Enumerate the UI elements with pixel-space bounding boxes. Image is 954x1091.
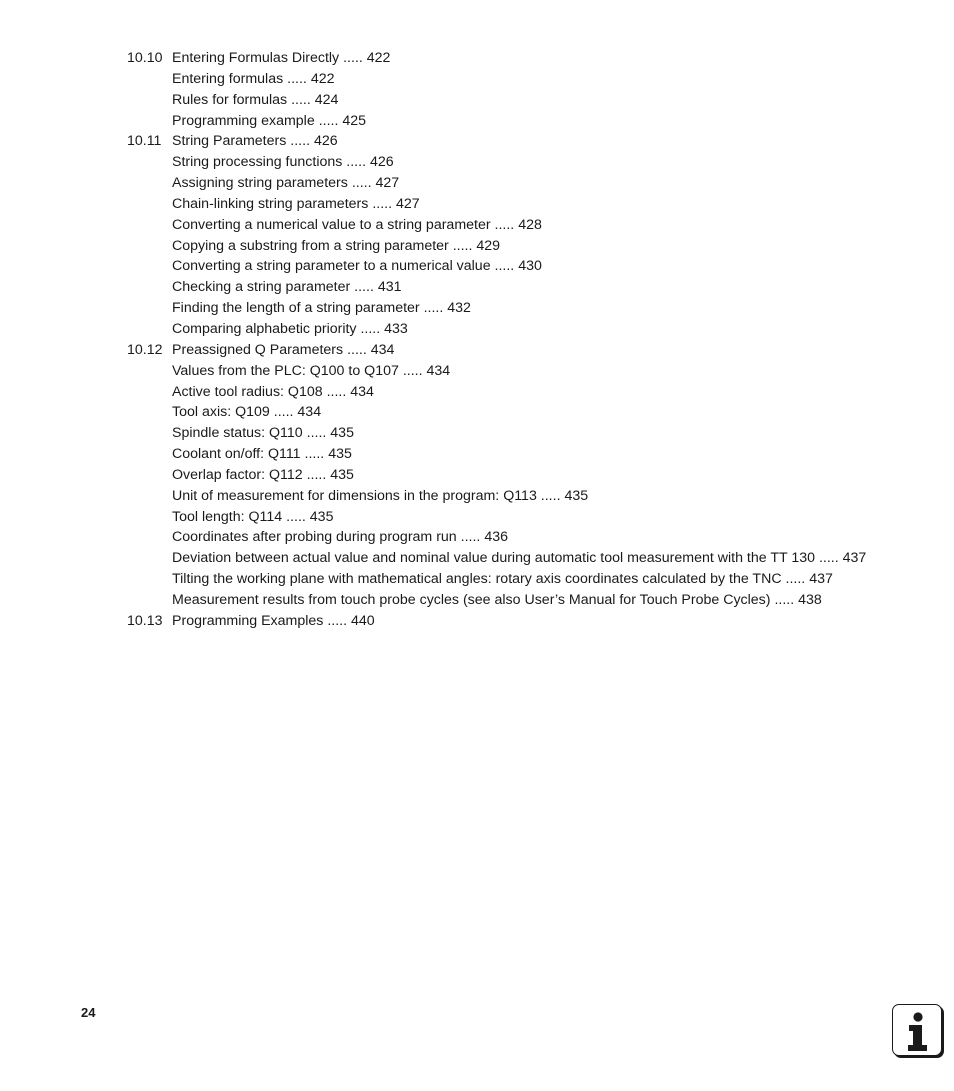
toc-leader-dots: ..... — [494, 258, 515, 275]
toc-subsection-entry — [127, 215, 927, 236]
toc-leader-dots: ..... — [286, 508, 306, 525]
toc-leader-dots: ..... — [372, 195, 393, 212]
toc-leader-dots: ..... — [354, 279, 374, 296]
toc-leader-dots: ..... — [460, 529, 481, 546]
toc-entry-title: Unit of measurement for dimensions in the program: Q113 — [172, 487, 537, 504]
toc-page-number: 425 — [342, 112, 367, 129]
toc-leader-dots: ..... — [494, 216, 515, 233]
toc-entry-title: Coordinates after probing during program run — [172, 529, 457, 546]
toc-page-number: 431 — [377, 279, 402, 296]
toc-leader-dots: ..... — [351, 175, 372, 192]
toc-entry-title: Spindle status: Q110 — [172, 425, 303, 442]
toc-section-entry — [127, 611, 927, 632]
toc-entry-title: Preassigned Q Parameters — [172, 341, 344, 358]
toc-entry-title: Active tool radius: Q108 — [172, 383, 323, 400]
toc-entry-title: Values from the PLC: Q100 to Q107 — [172, 362, 399, 379]
toc-page-number: 430 — [518, 258, 542, 275]
toc-subsection-entry — [127, 194, 927, 215]
toc-subsection-entry — [127, 548, 927, 569]
toc-entry-title: Tilting the working plane with mathematical angles: rotary axis coordinates calculated by the TNC — [172, 571, 782, 588]
toc-subsection-entry — [127, 173, 927, 194]
toc-subsection-entry — [127, 69, 927, 90]
toc-leader-dots: ..... — [360, 320, 381, 337]
toc-entry-title: Tool axis: Q109 — [172, 404, 270, 421]
toc-subsection-entry — [127, 569, 927, 590]
toc-entry-title: Entering formulas — [172, 70, 284, 87]
toc-entry-title: Programming example — [172, 112, 315, 129]
toc-leader-dots: ..... — [785, 571, 806, 588]
toc-page-number: 435 — [328, 446, 352, 463]
toc-leader-dots: ..... — [290, 133, 311, 150]
toc-leader-dots: ..... — [452, 237, 473, 254]
toc-subsection-entry — [127, 402, 927, 423]
toc-page-number: 422 — [366, 50, 391, 66]
toc-page-number: 438 — [798, 591, 822, 608]
toc-entry-title: Entering Formulas Directly — [172, 50, 340, 66]
toc-leader-dots: ..... — [423, 300, 444, 317]
toc-page-number: 436 — [484, 529, 508, 546]
toc-page-number: 422 — [310, 70, 335, 87]
toc-page-number: 427 — [395, 195, 420, 212]
toc-page-number: 426 — [313, 133, 338, 150]
toc-leader-dots: ..... — [273, 404, 294, 421]
toc-page-number: 435 — [564, 487, 589, 504]
info-glyph — [893, 1005, 941, 1055]
toc-leader-dots: ..... — [291, 91, 311, 108]
toc-subsection-entry — [127, 277, 927, 298]
toc-subsection-entry — [127, 423, 927, 444]
toc-entry-title: Converting a numerical value to a string parameter — [172, 216, 495, 233]
toc-page-number: 440 — [351, 612, 375, 629]
toc-subsection-entry — [127, 256, 927, 277]
toc-subsection-entry — [127, 382, 927, 403]
toc-entry-title: Converting a string parameter to a numerical value — [172, 258, 495, 275]
toc-leader-dots: ..... — [402, 362, 423, 379]
toc-page-number: 427 — [375, 175, 400, 192]
table-of-contents — [127, 48, 927, 632]
toc-entry-title: Programming Examples — [172, 612, 324, 629]
toc-page-number: 434 — [426, 362, 451, 379]
toc-leader-dots: ..... — [327, 612, 348, 629]
toc-leader-dots: ..... — [287, 70, 307, 87]
toc-section-entry — [127, 340, 927, 361]
toc-page-number: 429 — [476, 237, 501, 254]
toc-page-number: 435 — [309, 508, 334, 525]
toc-page-number: 434 — [350, 383, 374, 400]
toc-subsection-entry — [127, 486, 927, 507]
toc-leader-dots: ..... — [540, 487, 561, 504]
toc-page-number: 435 — [330, 425, 354, 442]
toc-section-number: 10.11 — [127, 133, 162, 150]
toc-leader-dots: ..... — [304, 446, 325, 463]
toc-subsection-entry — [127, 527, 927, 548]
toc-leader-dots: ..... — [346, 154, 367, 171]
toc-page-number: 432 — [447, 300, 471, 317]
toc-subsection-entry — [127, 152, 927, 173]
toc-page-number: 435 — [330, 466, 354, 483]
toc-subsection-entry — [127, 590, 927, 611]
toc-page-number: 428 — [518, 216, 542, 233]
page-number: 24 — [81, 1005, 96, 1020]
toc-leader-dots: ..... — [318, 112, 339, 129]
toc-section-entry — [127, 48, 927, 69]
toc-entry-title: Finding the length of a string parameter — [172, 300, 420, 317]
toc-section-number: 10.12 — [127, 341, 163, 358]
toc-page-number: 434 — [297, 404, 322, 421]
toc-leader-dots: ..... — [774, 591, 795, 608]
toc-page-number: 426 — [369, 154, 394, 171]
toc-subsection-entry — [127, 111, 927, 132]
toc-entry-title: Measurement results from touch probe cycles (see also User’s Manual for Touch Probe Cycles) — [172, 591, 771, 608]
toc-subsection-entry — [127, 298, 927, 319]
toc-page-number: 437 — [842, 550, 867, 567]
toc-entry-title: Copying a substring from a string parameter — [172, 237, 453, 254]
toc-entry-title: String Parameters — [172, 133, 287, 150]
toc-section-number: 10.13 — [127, 612, 163, 629]
toc-leader-dots: ..... — [326, 383, 347, 400]
toc-entry-title: Tool length: Q114 — [172, 508, 283, 525]
toc-leader-dots: ..... — [343, 50, 363, 66]
toc-entry-title: Chain-linking string parameters — [172, 195, 369, 212]
toc-section-entry — [127, 131, 927, 152]
toc-leader-dots: ..... — [306, 466, 327, 483]
toc-leader-dots: ..... — [818, 550, 839, 567]
toc-entry-title: String processing functions — [172, 154, 343, 171]
toc-leader-dots: ..... — [347, 341, 367, 358]
toc-page-number: 424 — [314, 91, 339, 108]
toc-entry-title: Comparing alphabetic priority — [172, 320, 357, 337]
toc-subsection-entry — [127, 507, 927, 528]
toc-subsection-entry — [127, 236, 927, 257]
toc-section-number: 10.10 — [127, 50, 163, 66]
toc-entry-title: Rules for formulas — [172, 91, 288, 108]
info-icon — [892, 1004, 942, 1056]
toc-page-number: 437 — [809, 571, 833, 588]
toc-subsection-entry — [127, 319, 927, 340]
toc-entry-title: Checking a string parameter — [172, 279, 355, 296]
toc-leader-dots: ..... — [306, 425, 327, 442]
toc-page-number: 434 — [370, 341, 395, 358]
toc-entry-title: Overlap factor: Q112 — [172, 466, 303, 483]
toc-subsection-entry — [127, 361, 927, 382]
toc-subsection-entry — [127, 90, 927, 111]
toc-entry-title: Deviation between actual value and nominal value during automatic tool measurement with the TT 130 — [172, 550, 816, 567]
toc-entry-title: Coolant on/off: Q111 — [172, 446, 301, 463]
toc-entry-title: Assigning string parameters — [172, 175, 348, 192]
toc-subsection-entry — [127, 444, 927, 465]
toc-page-number: 433 — [384, 320, 408, 337]
toc-subsection-entry — [127, 465, 927, 486]
